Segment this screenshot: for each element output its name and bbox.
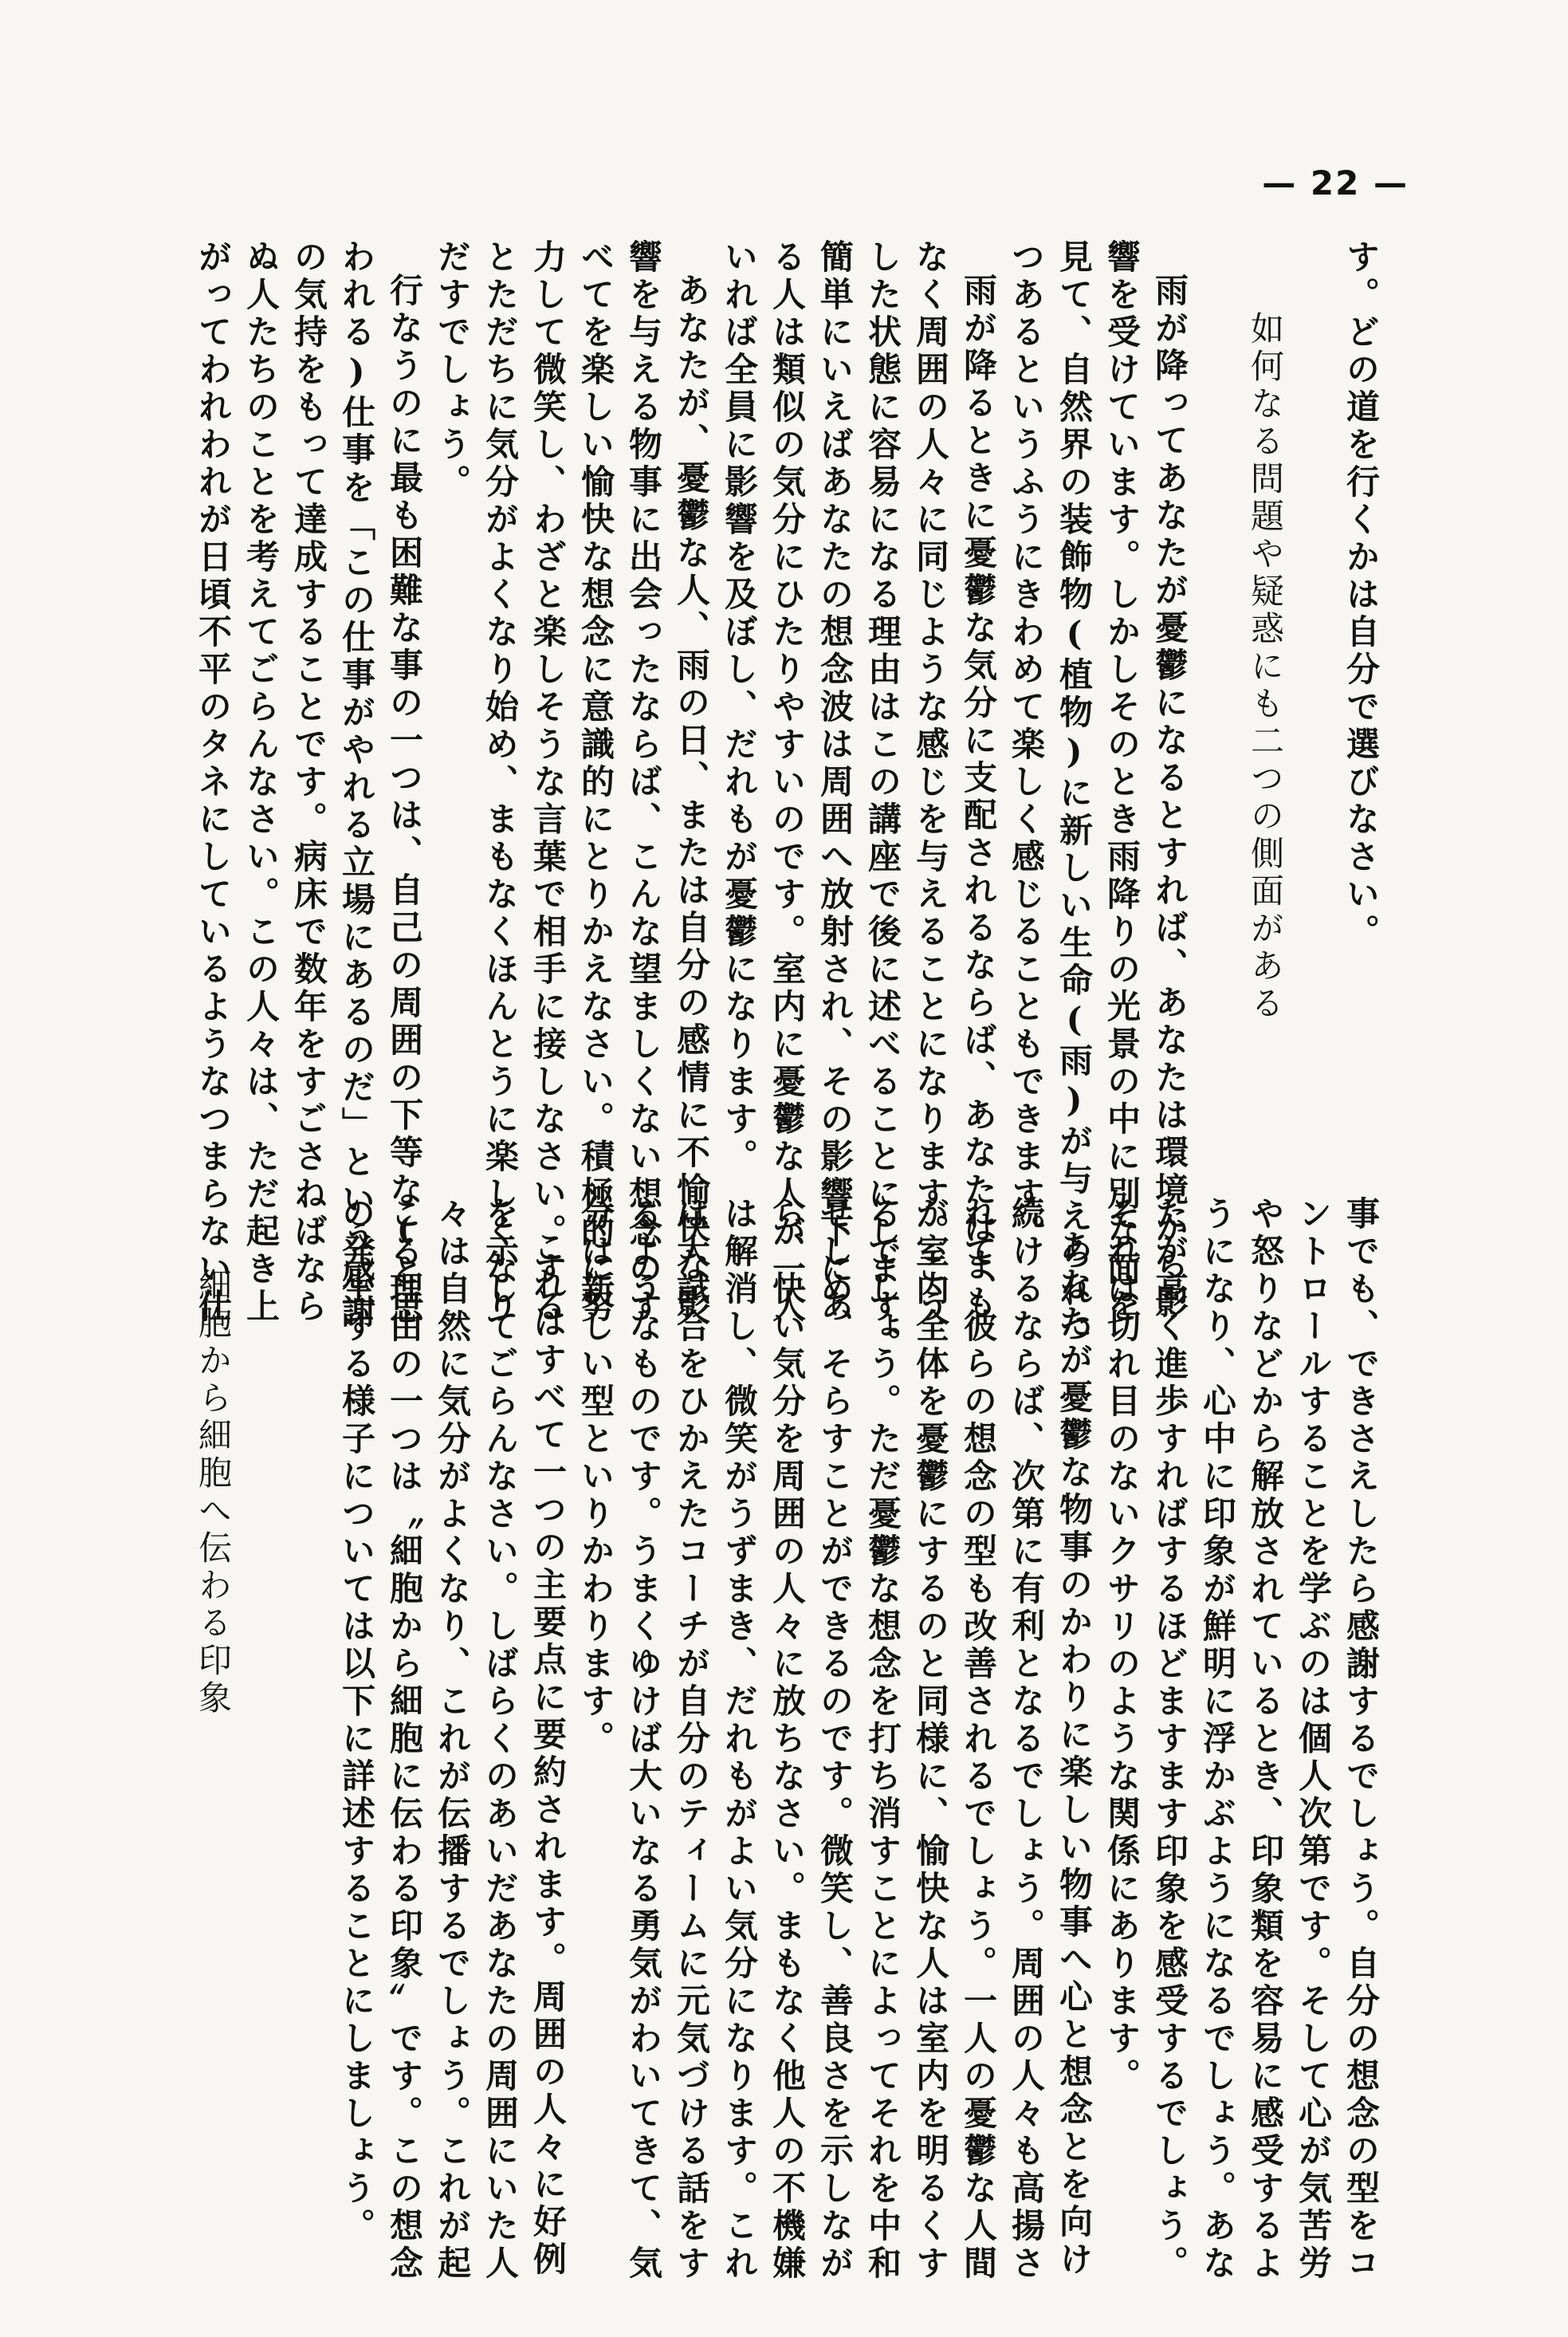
text-line: 行なうのに最も困難な事の一つは、自己の周囲の下等な(と思	[385, 273, 424, 1328]
text-line: なく周囲の人々に同じような感じを与えることになります。こう	[911, 239, 950, 1326]
text-line: 続けるならば、次第に有利となるでしょう。周囲の人々も高揚さ	[1007, 1196, 1046, 2283]
text-line: たが高く進歩すればするほどますます印象を感受するでしょう。	[1150, 1196, 1189, 2283]
text-line: ぬ人たちのことを考えてごらんなさい。この人々は、ただ起き上	[242, 239, 281, 1326]
line-spacer	[237, 1196, 285, 2105]
text-line: や怒りなどから解放されているとき、印象類を容易に感受するよ	[1246, 1196, 1285, 2283]
text-line: は大試合をひかえたコーチが自分のティームに元気づける話をす	[672, 1196, 711, 2283]
text-line: れて、彼らの想念の型も改善されるでしょう。一人の憂鬱な人間	[959, 1196, 998, 2283]
text-line: の発生する様子については以下に詳述することにしましょう。	[337, 1196, 376, 2245]
text-line: 響を受けています。しかしそのとき雨降りの光景の中に別な面を	[1102, 239, 1142, 1326]
text-line: せしめ、そらすことができるのです。微笑し、善良さを示しなが	[815, 1196, 855, 2283]
text-line: 分は新しい型といりかわります。	[576, 1196, 615, 1758]
text-line: ら、快い気分を周囲の人々に放ちなさい。まもなく他人の不機嫌	[768, 1196, 807, 2283]
text-line: あなたが憂鬱な物事のかわりに楽しい物事へ心と想念とを向け	[1055, 1229, 1094, 2279]
text-line: いれば全員に影響を及ぼし、だれもが憂鬱になります。	[720, 239, 759, 1176]
text-line: こる理由の一つは〝細胞から細胞に伝わる印象〟です。この想念	[385, 1196, 424, 2283]
section-heading: 如何なる問題や疑惑にも二つの側面がある	[1246, 311, 1285, 1023]
text-line: るでしょう。ただ憂鬱な想念を打ち消すことによってそれを中和	[863, 1196, 902, 2283]
text-line: 力して微笑し、わざと楽しそうな言葉で相手に接しなさい。する	[529, 239, 568, 1326]
text-line: うになり、心中に印象が鮮明に浮かぶようになるでしょう。あな	[1198, 1196, 1237, 2283]
text-line: べてを楽しい愉快な想念に意識的にとりかえなさい。積極的に努	[576, 239, 615, 1326]
text-line: は解消し、微笑がうずまき、だれもがよい気分になります。これ	[720, 1196, 759, 2283]
text-line: 見て、自然界の装飾物(植物)に新しい生命(雨)が与えられつ	[1055, 239, 1094, 1348]
text-line: 雨が降ってあなたが憂鬱になるとすれば、あなたは環境から影	[1150, 273, 1189, 1322]
text-line: あなたが、憂鬱な人、雨の日、または自分の感情に不愉快な影	[672, 273, 711, 1322]
text-line: 事でも、できさえしたら感謝するでしょう。自分の想念の型をコ	[1342, 1196, 1381, 2283]
text-line: ントロールすることを学ぶのは個人次第です。そして心が気苦労	[1294, 1196, 1333, 2283]
text-line: 々は自然に気分がよくなり、これが伝播するでしょう。これが起	[433, 1196, 472, 2283]
page-number: — 22 —	[1262, 163, 1409, 203]
text-line: の気持をもって達成することです。病床で数年をすごさねばなら	[289, 239, 328, 1326]
section-heading: 細胞から細胞へ伝わる印象	[194, 1268, 233, 1717]
text-line: 簡単にいえばあなたの想念波は周囲へ放射され、その影響下にあ	[815, 239, 855, 1326]
line-spacer	[285, 1196, 332, 2105]
line-spacer	[1289, 239, 1337, 1220]
text-line: るようなものです。うまくゆけば大いなる勇気がわいてきて、気	[624, 1196, 663, 2283]
text-line: がってわれわれが日頃不平のタネにしているようなつまらない仕	[194, 239, 233, 1326]
text-line: これはすべて一つの主要点に要約されます。周囲の人々に好例	[529, 1229, 568, 2279]
text-line: われる)仕事を「この仕事がやれる立場にあるのだ」という感謝	[337, 239, 376, 1332]
text-line: 雨が降るときに憂鬱な気分に支配されるならば、あなたはまも	[959, 273, 998, 1322]
lower-text-block	[189, 1196, 1385, 2283]
text-line: 響を与える物事に出会ったならば、こんな望ましくない想念のす	[624, 239, 663, 1326]
text-line: それは切れ目のないクサリのような関係にあります。	[1102, 1196, 1142, 2095]
text-line: が室内全体を憂鬱にするのと同様に、愉快な人は室内を明るくす	[911, 1196, 950, 2283]
text-line: つあるというふうにきわめて楽しく感じることもできます。	[1007, 239, 1046, 1251]
text-line: す。どの道を行くかは自分で選びなさい。	[1342, 239, 1381, 951]
line-spacer	[1193, 239, 1241, 1220]
text-line: した状態に容易になる理由はこの講座で後に述べることにします。	[863, 239, 902, 1363]
text-line: だすでしょう。	[433, 239, 472, 502]
upper-text-block	[189, 239, 1385, 1363]
text-line: とただちに気分がよくなり始め、まもなくほんとうに楽しくなり	[481, 239, 520, 1326]
text-line: を示してごらんなさい。しばらくのあいだあなたの周囲にいた人	[481, 1196, 520, 2283]
text-line: る人は類似の気分にひたりやすいのです。室内に憂鬱な人が一人	[768, 239, 807, 1326]
